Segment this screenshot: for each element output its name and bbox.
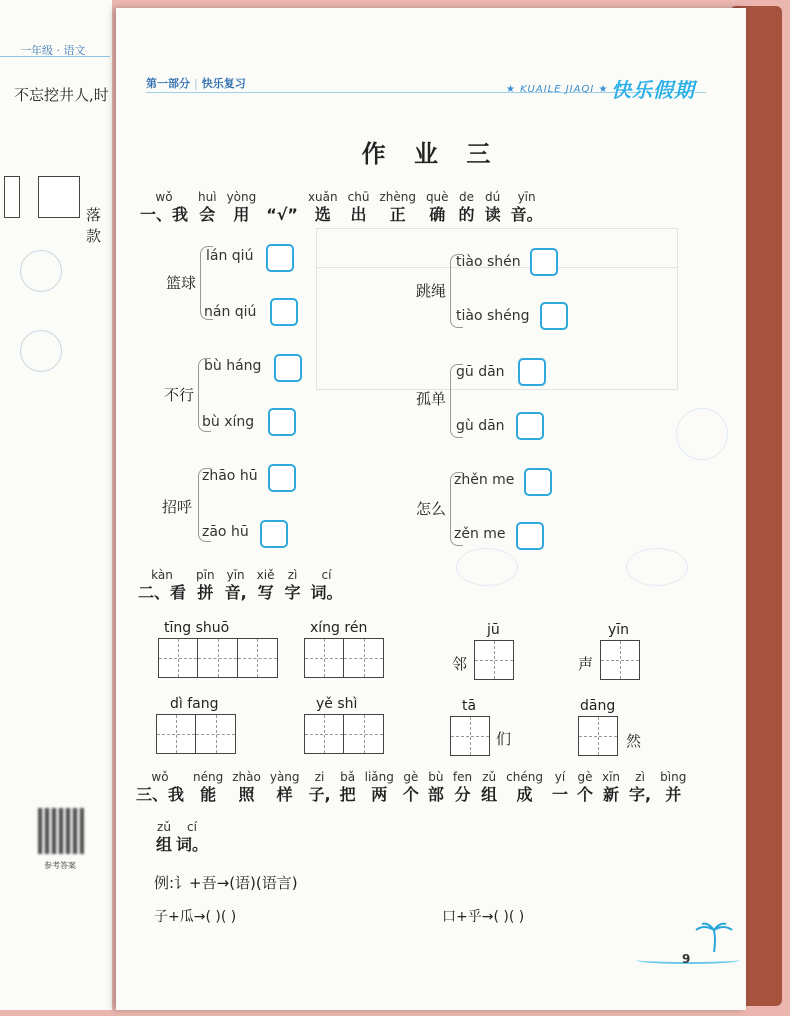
ruby-character: pīn 拼 xyxy=(196,568,215,602)
section-label: 快乐复习 xyxy=(201,77,246,90)
ruby-character: yòng 用 xyxy=(226,190,257,224)
ruby-character: yīn 音。 xyxy=(510,190,543,224)
qr-code-icon xyxy=(38,808,84,854)
ruby-character: zǔ 组 xyxy=(481,770,498,804)
ruby-character: chéng 成 xyxy=(506,770,543,804)
option-pinyin: bù xíng xyxy=(202,414,255,430)
ruby-character: chū 出 xyxy=(347,190,370,224)
ruby-character: gè 个 xyxy=(402,770,419,804)
option-pinyin: zhěn me xyxy=(454,472,515,488)
example-line: 例:讠+吾→(语)(语言) xyxy=(154,874,298,892)
answer-checkbox[interactable] xyxy=(540,302,568,330)
word-tiaosheng: 跳绳 xyxy=(416,282,447,300)
previous-page-circle xyxy=(20,330,62,372)
ruby-character: zhào 照 xyxy=(232,770,261,804)
answer-checkbox[interactable] xyxy=(518,358,546,386)
pinyin-label: dāng xyxy=(580,698,616,714)
answer-checkbox[interactable] xyxy=(524,468,552,496)
brand-logo: 快乐假期 xyxy=(611,78,695,102)
ruby-character: què 确 xyxy=(425,190,449,224)
option-pinyin: zěn me xyxy=(454,526,506,542)
ruby-character: bìng 并 xyxy=(660,770,687,804)
exercise-line[interactable]: 子+瓜→( )( ) xyxy=(154,909,237,925)
option-pinyin: gū dān xyxy=(456,364,505,380)
ruby-character: de 的 xyxy=(458,190,475,224)
previous-page-box xyxy=(4,176,20,218)
ruby-character: zì 字 xyxy=(284,568,301,602)
given-character: 们 xyxy=(496,730,512,748)
ruby-character: “√” xyxy=(266,205,298,224)
word-gudan: 孤单 xyxy=(416,390,447,408)
page-title: 作 业 三 xyxy=(361,140,501,168)
pinyin-label: jū xyxy=(487,622,500,638)
word-buxing: 不行 xyxy=(164,386,195,404)
worksheet-page xyxy=(116,8,746,1010)
previous-page xyxy=(0,0,112,1010)
word-zenme: 怎么 xyxy=(416,500,447,518)
word-zhaohu: 招呼 xyxy=(162,498,193,516)
ruby-character: wǒ 三、我 xyxy=(136,770,185,804)
given-character: 然 xyxy=(626,732,642,750)
previous-page-text: 不忘挖井人,时 xyxy=(14,86,109,104)
previous-page-header: 一年级 · 语文 xyxy=(20,44,86,57)
previous-page-grid xyxy=(38,176,80,218)
option-pinyin: zhāo hū xyxy=(202,468,258,484)
answer-checkbox[interactable] xyxy=(260,520,288,548)
answer-checkbox[interactable] xyxy=(266,244,294,272)
previous-page-circle xyxy=(20,250,62,292)
ruby-character: dú 读 xyxy=(484,190,501,224)
section-header: 第一部分 | 快乐复习 xyxy=(146,77,246,90)
writing-grid[interactable] xyxy=(600,640,640,680)
ruby-character: fen 分 xyxy=(452,770,473,804)
ruby-character: yí 一 xyxy=(551,770,568,804)
ruby-character: cí 词。 xyxy=(176,820,209,854)
option-pinyin: nán qiú xyxy=(204,304,257,320)
word-lanqiu: 篮球 xyxy=(166,274,197,292)
ruby-character: wǒ 一、我 xyxy=(140,190,189,224)
previous-page-label: 落款 xyxy=(86,206,102,245)
given-character: 邻 xyxy=(452,655,468,673)
writing-grid[interactable] xyxy=(474,640,514,680)
answer-checkbox[interactable] xyxy=(530,248,558,276)
ruby-character: bù 部 xyxy=(427,770,444,804)
bleed-through-circle xyxy=(456,548,518,586)
ruby-character: xuǎn 选 xyxy=(307,190,338,224)
pinyin-label: dì fang xyxy=(170,696,219,712)
answer-checkbox[interactable] xyxy=(268,464,296,492)
pinyin-label: yīn xyxy=(608,622,630,638)
answer-checkbox[interactable] xyxy=(270,298,298,326)
ruby-character: zǔ 组 xyxy=(156,820,173,854)
pinyin-label: yě shì xyxy=(316,696,358,712)
option-pinyin: tiào shén xyxy=(456,254,521,270)
answer-checkbox[interactable] xyxy=(516,522,544,550)
pinyin-label: tā xyxy=(462,698,477,714)
ruby-character: zì 字, xyxy=(629,770,652,804)
bleed-through-circle xyxy=(626,548,688,586)
writing-grid[interactable] xyxy=(304,714,384,754)
question-2-prompt xyxy=(138,568,353,604)
question-3-prompt xyxy=(136,770,695,806)
ruby-character: huì 会 xyxy=(198,190,217,224)
ruby-character: zi 子, xyxy=(308,770,331,804)
answer-checkbox[interactable] xyxy=(268,408,296,436)
ruby-character: bǎ 把 xyxy=(339,770,356,804)
ruby-character: yīn 音, xyxy=(224,568,247,602)
writing-grid[interactable] xyxy=(450,716,490,756)
palm-tree-icon xyxy=(694,922,734,952)
answer-checkbox[interactable] xyxy=(274,354,302,382)
question-3-prompt-continued xyxy=(156,820,212,856)
ruby-character: liǎng 两 xyxy=(364,770,394,804)
answer-checkbox[interactable] xyxy=(516,412,544,440)
ruby-character: xiě 写 xyxy=(256,568,275,602)
writing-grid[interactable] xyxy=(158,638,278,678)
option-pinyin: lán qiú xyxy=(206,248,254,264)
writing-grid[interactable] xyxy=(156,714,236,754)
part-label: 第一部分 xyxy=(146,77,190,90)
ruby-character: yàng 样 xyxy=(269,770,300,804)
ruby-character: zhèng 正 xyxy=(379,190,416,224)
option-pinyin: bù háng xyxy=(204,358,262,374)
option-pinyin: zāo hū xyxy=(202,524,249,540)
option-pinyin: gù dān xyxy=(456,418,505,434)
page-number: 9 xyxy=(682,952,691,966)
ruby-character: cí 词。 xyxy=(310,568,343,602)
option-pinyin: tiào shéng xyxy=(456,308,530,324)
pinyin-label: xíng rén xyxy=(310,620,368,636)
ruby-character: kàn 二、看 xyxy=(138,568,187,602)
qr-code-label: 参考答案 xyxy=(44,861,76,870)
brand-pinyin: ★ KUAILE JIAQI ★ xyxy=(506,84,609,95)
pinyin-label: tīng shuō xyxy=(164,620,230,636)
writing-grid[interactable] xyxy=(578,716,618,756)
given-character: 声 xyxy=(578,655,594,673)
writing-grid[interactable] xyxy=(304,638,384,678)
ruby-character: xīn 新 xyxy=(602,770,621,804)
bleed-through-circle xyxy=(676,408,728,460)
question-1-prompt xyxy=(140,190,553,226)
exercise-line[interactable]: 口+乎→( )( ) xyxy=(442,909,525,925)
previous-page-rule xyxy=(0,56,110,57)
ruby-character: néng 能 xyxy=(193,770,224,804)
ruby-character: gè 个 xyxy=(576,770,593,804)
